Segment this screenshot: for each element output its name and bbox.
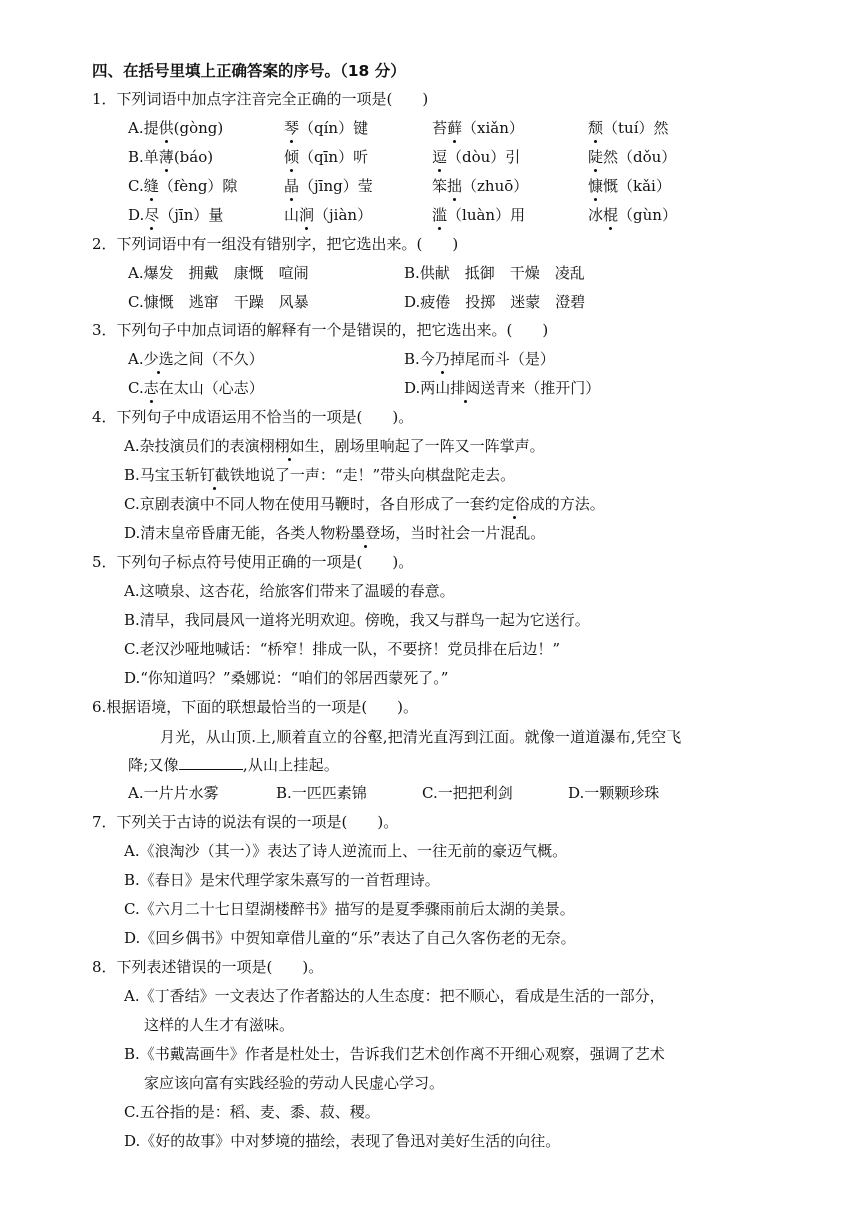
- q4-option-c: C.京剧表演中不同人物在使用马鞭时，各自形成了一套约定俗成的方法。: [124, 495, 605, 513]
- q6-option-a: A.一片片水雾: [128, 784, 219, 802]
- q1-row4-option-b: 山涧（jiàn）: [284, 206, 373, 224]
- q1-row3-option-d: 慷慨（kǎi）: [588, 177, 671, 195]
- q6-passage-line2: 降;又像 ,从山上挂起。: [128, 756, 340, 774]
- q4-option-b: B.马宝玉斩钉截铁地说了一声：“走！”带头向棋盘陀走去。: [124, 466, 516, 484]
- q6-option-c: C.一把把利剑: [422, 784, 513, 802]
- q1-row1-option-d: 颓（tuí）然: [588, 119, 669, 137]
- q2-stem: 2．下列词语中有一组没有错别字，把它选出来。( ): [92, 235, 459, 253]
- q6-stem: 6.根据语境，下面的联想最恰当的一项是( )。: [92, 698, 419, 716]
- q3-option-a: A.少选之间（不久）: [128, 350, 264, 368]
- q8-option-a-line2: 这样的人生才有滋味。: [144, 1016, 295, 1034]
- q2-option-c: C.慷慨 逃窜 干躁 风暴: [128, 293, 309, 311]
- q1-row3-option-a: C.缝（fèng）隙: [128, 177, 238, 195]
- q3-option-d: D.两山排闼送青来（推开门）: [404, 379, 601, 397]
- section-title: 四、在括号里填上正确答案的序号。（18 分）: [92, 62, 406, 80]
- q3-stem: 3．下列句子中加点词语的解释有一个是错误的，把它选出来。( ): [92, 321, 549, 339]
- q8-option-b-line2: 家应该向富有实践经验的劳动人民虚心学习。: [144, 1074, 445, 1092]
- q1-row2-option-d: 陡然（dǒu）: [588, 148, 677, 166]
- q4-stem: 4．下列句子中成语运用不恰当的一项是( )。: [92, 408, 414, 426]
- q5-stem: 5．下列句子标点符号使用正确的一项是( )。: [92, 553, 414, 571]
- q8-option-d: D.《好的故事》中对梦境的描绘，表现了鲁迅对美好生活的向往。: [124, 1132, 561, 1150]
- q4-option-a: A.杂技演员们的表演栩栩如生，剧场里响起了一阵又一阵掌声。: [124, 437, 545, 455]
- q5-option-b: B.清早，我同晨风一道将光明欢迎。傍晚，我又与群鸟一起为它送行。: [124, 611, 590, 629]
- q7-stem: 7．下列关于古诗的说法有误的一项是( )。: [92, 813, 399, 831]
- q1-row2-option-a: B.单薄(báo): [128, 148, 214, 166]
- q3-option-b: B.今乃掉尾而斗（是）: [404, 350, 555, 368]
- q1-row1-option-b: 琴（qín）键: [284, 119, 369, 137]
- q6-passage-line1: 月光，从山顶.上,顺着直立的谷壑,把清光直泻到江面。就像一道道瀑布,凭空飞: [160, 728, 682, 746]
- q5-option-d: D.“你知道吗？”桑娜说：“咱们的邻居西蒙死了。”: [124, 669, 449, 687]
- q1-row4-option-a: D.尽（jīn）量: [128, 206, 224, 224]
- q1-row3-option-b: 晶（jīng）莹: [284, 177, 373, 195]
- q1-row1-option-a: A.提供(gòng): [128, 119, 224, 137]
- q1-row2-option-b: 倾（qīn）听: [284, 148, 369, 166]
- q2-option-d: D.疲倦 投掷 迷蒙 澄碧: [404, 293, 586, 311]
- q1-row4-option-d: 冰棍（gùn）: [588, 206, 677, 224]
- q8-option-c: C.五谷指的是：稻、麦、黍、菽、稷。: [124, 1103, 380, 1121]
- q1-row3-option-c: 笨拙（zhuō）: [432, 177, 529, 195]
- q8-option-a-line1: A.《丁香结》一文表达了作者豁达的人生态度：把不顺心，看成是生活的一部分，: [124, 987, 665, 1005]
- q3-option-c: C.志在太山（心志）: [128, 379, 264, 397]
- q7-option-c: C.《六月二十七日望湖楼醉书》描写的是夏季骤雨前后太湖的美景。: [124, 900, 575, 918]
- q1-row2-option-c: 逗（dòu）引: [432, 148, 521, 166]
- q6-option-d: D.一颗颗珍珠: [568, 784, 660, 802]
- q5-option-a: A.这喷泉、这杏花，给旅客们带来了温暖的春意。: [124, 582, 455, 600]
- q7-option-a: A.《浪淘沙（其一）》表达了诗人逆流而上、一往无前的豪迈气概。: [124, 842, 568, 860]
- q1-row4-option-c: 滥（luàn）用: [432, 206, 526, 224]
- q1-row1-option-c: 苔藓（xiǎn）: [432, 119, 524, 137]
- answer-blank: [179, 755, 243, 770]
- q6-option-b: B.一匹匹素锦: [276, 784, 367, 802]
- q4-option-d: D.清末皇帝昏庸无能，各类人物粉墨登场，当时社会一片混乱。: [124, 524, 546, 542]
- q8-stem: 8．下列表述错误的一项是( )。: [92, 958, 324, 976]
- q8-option-b-line1: B.《书戴嵩画牛》作者是杜处士，告诉我们艺术创作离不开细心观察，强调了艺术: [124, 1045, 665, 1063]
- q2-option-b: B.供献 抵御 干燥 凌乱: [404, 264, 585, 282]
- q5-option-c: C.老汉沙哑地喊话：“桥窄！排成一队，不要挤！党员排在后边！”: [124, 640, 561, 658]
- q2-option-a: A.爆发 拥戴 康慨 喧闹: [128, 264, 309, 282]
- q7-option-d: D.《回乡偶书》中贺知章借儿童的“乐”表达了自己久客伤老的无奈。: [124, 929, 576, 947]
- q1-stem: 1．下列词语中加点字注音完全正确的一项是( ): [92, 90, 429, 108]
- q7-option-b: B.《春日》是宋代理学家朱熹写的一首哲理诗。: [124, 871, 440, 889]
